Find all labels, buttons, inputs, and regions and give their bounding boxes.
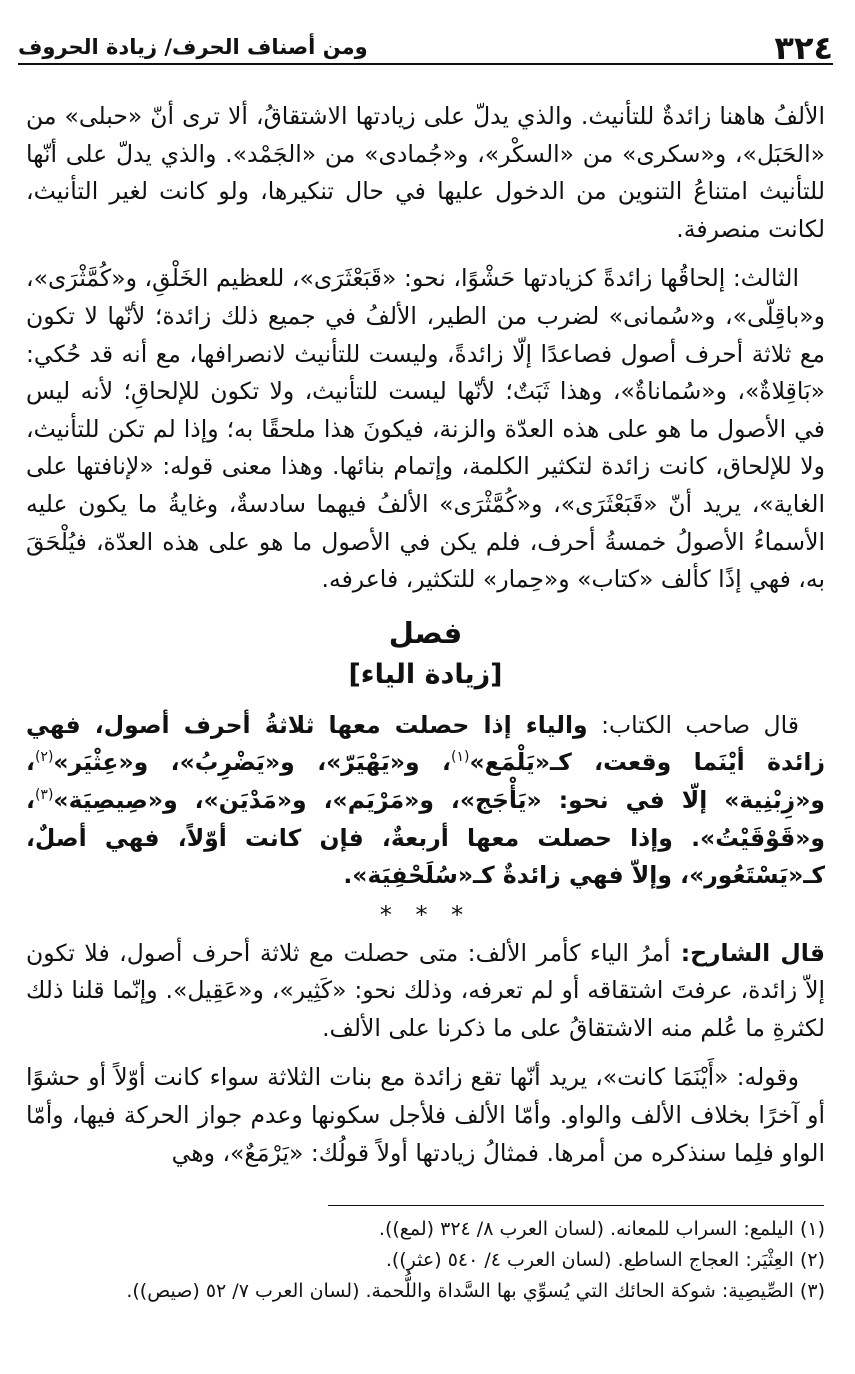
- matn-paragraph: [26, 707, 825, 895]
- sharh-paragraph-1: [26, 935, 825, 1048]
- section-separator: * * *: [379, 900, 472, 929]
- matn-text-1: والياء إذا حصلت معها ثلاثةُ أحرف أصول، فهي زائدة أيْنَما وقعت، كـ«يَلْمَع»: [26, 710, 825, 777]
- section-subtitle: [زيادة الياء]: [348, 658, 503, 690]
- page-number: ٣٢٤: [774, 29, 833, 67]
- footnote-3: (٣) الصِّيصِية: شوكة الحائك التي يُسوِّي بها السَّداة واللُّحمة. (لسان العرب ٧/ ٥٢ (صيص)).: [126, 1280, 825, 1302]
- matn-text-2: ، و«يَهْيَرّ»، و«يَضْرِبُ»، و«عِثْيَر»: [53, 748, 451, 777]
- paragraph-third-type: الثالث: إلحاقُها زائدةً كزيادتها حَشْوًا، نحو: «قَبَعْثَرَى»، للعظيم الخَلْقِ، و«كُمَّثْرَى»، و«باقِلّى»، و«سُمانى» لضرب من الطير، الألفُ في جميع ذلك زائدة؛ لأنّها لا تكون مع ثلاثة أحرف أصول فصاعدًا إلّا زائدةً، وليست للتأنيث لانصرافها، مع أنه قد حُكي: «بَاقِلاةٌ»، و«سُماناةٌ»، وهذا ثَبَتٌ؛ لأنّها ليست للتأنيث، ولا تكون للإلحاقِ؛ لأنه ليس في الأصول ما هو على هذه العدّة والزنة، فيكونَ هذا ملحقًا به؛ وإذا لم تكن للتأنيث، ولا للإلحاق، كانت زائدة لتكثير الكلمة، وإتمام بنائها. وهذا معنى قوله: «لإنافتها على الغاية»، يريد أنّ «قَبَعْثَرَى»، و«كُمَّثْرَى» الألفُ فيهما سادسةٌ، وغايةُ ما يكون عليه الأسماءُ الأصولُ خمسةُ أحرف، فلم يكن في الأصول ما هو على هذه العدّة، فيُلْحَقَ به، فهي إذًا كألف «كتاب» و«حِمار» للتكثير، فاعرفه.: [26, 264, 825, 594]
- running-title: ومن أصناف الحرف/ زيادة الحروف: [18, 35, 368, 59]
- footnote-rule: [328, 1205, 824, 1206]
- paragraph-alif-tanith: الألفُ هاهنا زائدةٌ للتأنيث. والذي يدلّ على زيادتها الاشتقاقُ، ألا ترى أنّ «حبلى» من «الحَبَل»، و«سكرى» من «السكْر»، و«جُمادى» من «الجَمْد». والذي يدلّ على أنّها للتأنيث امتناعُ التنوين من الدخول عليها في حال تنكيرها، ولو كانت لغير التأنيث، لكانت منصرفة.: [26, 102, 825, 243]
- footnote-2: (٢) العِثْيَر: العجاج الساطع. (لسان العرب ٤/ ٥٤٠ (عثر)).: [385, 1249, 825, 1271]
- matn-text-4: ، و«قَوْقَيْتُ». وإذا حصلت معها أربعةٌ، فإن كانت أوّلاً، فهي أصلٌ، كـ«يَسْتَعُور»، وإلاّ فهي زائدةٌ كـ«سُلَحْفِيَة».: [26, 785, 825, 890]
- footnote-1: (١) اليلمع: السراب للمعانه. (لسان العرب ٨/ ٣٢٤ (لمع)).: [378, 1218, 825, 1240]
- section-title: فصل: [388, 615, 463, 650]
- sharh-paragraph-2: وقوله: «أَيْنَمَا كانت»، يريد أنّها تقع زائدة مع بنات الثلاثة سواء كانت أوّلاً أو حشوًا أو آخرًا بخلاف الألف والواو. وأمّا الألف فلأجل سكونها وعدم جواز الحركة فيها، وأمّا الواو فلِما سنذكره من أمرها. فمثالُ زيادتها أولاً قولُك: «يَرْمَعٌ»، وهي: [26, 1063, 825, 1167]
- footnote-ref-2[interactable]: (٢): [34, 749, 54, 766]
- main-text: [26, 98, 825, 1172]
- matn-text-3: ، و«زِبْنِية» إلّا في نحو: «يَأْجَج»، و«مَرْيَم»، و«مَدْيَن»، و«صِيصِيَة»: [26, 748, 825, 814]
- footnote-ref-3[interactable]: (٣): [34, 787, 54, 804]
- sharh-lead: قال الشارح:: [670, 938, 825, 967]
- footnote-ref-1[interactable]: (١): [451, 749, 470, 766]
- page-header: [18, 28, 833, 68]
- footnotes: [26, 1214, 825, 1307]
- sharh-text-1: أمرُ الياء كأمر الألف: متى حصلت مع ثلاثة أحرف أصول، فلا تكون إلاّ زائدة، عرفتَ اشتقاقه أو لم تعرفه، وذلك نحو: «كَثِير»، و«عَقِيل». وإنّما قلنا ذلك لكثرةِ ما عُلم منه الاشتقاقُ على ما ذكرنا على الألف.: [26, 938, 825, 1042]
- header-rule: [18, 63, 833, 65]
- matn-lead: قال صاحب الكتاب:: [587, 710, 799, 739]
